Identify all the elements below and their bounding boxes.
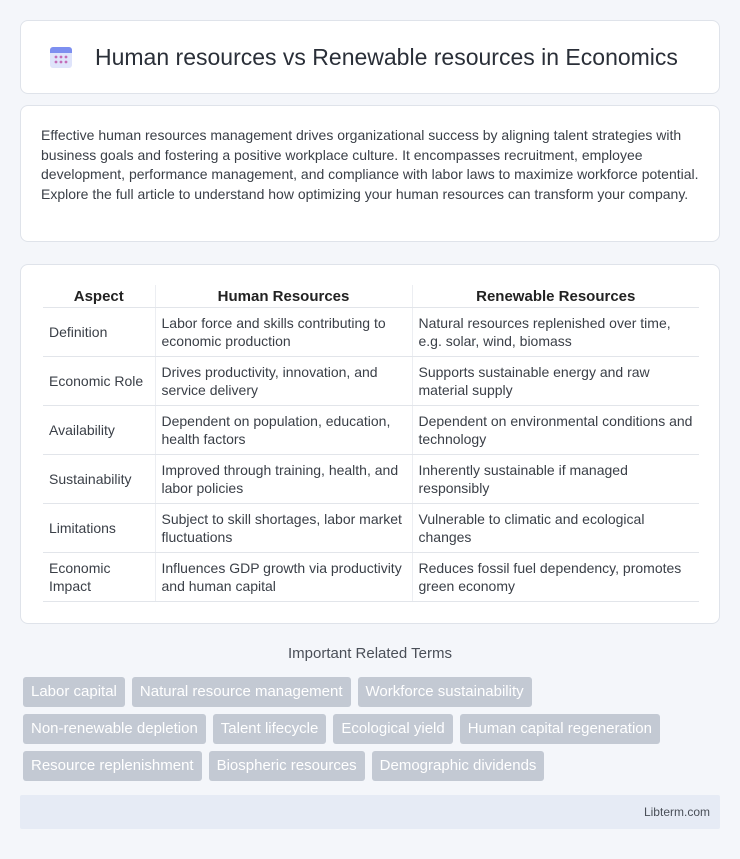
page-title: Human resources vs Renewable resources in Economics bbox=[95, 43, 678, 70]
renewable-resources-cell: Dependent on environmental conditions and technology bbox=[412, 405, 699, 454]
title-card bbox=[20, 20, 720, 94]
renewable-resources-cell: Inherently sustainable if managed responsibly bbox=[412, 454, 699, 503]
tag-link[interactable]: Ecological yield bbox=[333, 714, 452, 744]
renewable-resources-cell: Natural resources replenished over time, e.g. solar, wind, biomass bbox=[412, 307, 699, 356]
intro-card bbox=[20, 105, 720, 242]
renewable-resources-cell: Reduces fossil fuel dependency, promotes green economy bbox=[412, 552, 699, 601]
table-header-row bbox=[43, 285, 699, 307]
human-resources-cell: Improved through training, health, and labor policies bbox=[155, 454, 412, 503]
tag-link[interactable]: Talent lifecycle bbox=[213, 714, 327, 744]
table-row bbox=[43, 503, 699, 552]
tag-row bbox=[23, 677, 723, 707]
aspect-cell: Availability bbox=[43, 405, 155, 454]
comparison-table bbox=[43, 285, 699, 602]
table-row bbox=[43, 552, 699, 601]
tag-link[interactable]: Demographic dividends bbox=[372, 751, 545, 781]
table-row bbox=[43, 307, 699, 356]
human-resources-cell: Influences GDP growth via productivity and human capital bbox=[155, 552, 412, 601]
aspect-cell: Economic Impact bbox=[43, 552, 155, 601]
tag-row bbox=[23, 751, 723, 781]
header-aspect: Aspect bbox=[43, 285, 155, 307]
tag-link[interactable]: Natural resource management bbox=[132, 677, 351, 707]
tag-link[interactable]: Labor capital bbox=[23, 677, 125, 707]
renewable-resources-cell: Vulnerable to climatic and ecological changes bbox=[412, 503, 699, 552]
human-resources-cell: Subject to skill shortages, labor market fluctuations bbox=[155, 503, 412, 552]
related-terms bbox=[23, 677, 723, 788]
aspect-cell: Economic Role bbox=[43, 356, 155, 405]
footer-site-link[interactable]: Libterm.com bbox=[643, 805, 710, 819]
aspect-cell: Limitations bbox=[43, 503, 155, 552]
footer bbox=[20, 795, 720, 829]
human-resources-cell: Drives productivity, innovation, and service delivery bbox=[155, 356, 412, 405]
aspect-cell: Definition bbox=[43, 307, 155, 356]
tag-link[interactable]: Biospheric resources bbox=[209, 751, 365, 781]
human-resources-cell: Dependent on population, education, health factors bbox=[155, 405, 412, 454]
aspect-cell: Sustainability bbox=[43, 454, 155, 503]
tag-link[interactable]: Resource replenishment bbox=[23, 751, 202, 781]
header-human-resources: Human Resources bbox=[155, 285, 412, 307]
intro-paragraph: Effective human resources management drives organizational success by aligning talent strategies with business goals and fostering a positive workplace culture. It encompasses recruitment, employee development, performance management, and compliance with labor laws to maximize workforce potential. Explore the full article to understand how optimizing your human resources can transform your company. bbox=[41, 127, 699, 202]
tag-link[interactable]: Workforce sustainability bbox=[358, 677, 532, 707]
header-renewable-resources: Renewable Resources bbox=[412, 285, 699, 307]
human-resources-cell: Labor force and skills contributing to economic production bbox=[155, 307, 412, 356]
table-row bbox=[43, 454, 699, 503]
renewable-resources-cell: Supports sustainable energy and raw material supply bbox=[412, 356, 699, 405]
tag-link[interactable]: Non-renewable depletion bbox=[23, 714, 206, 744]
table-row bbox=[43, 405, 699, 454]
table-row bbox=[43, 356, 699, 405]
tag-row bbox=[23, 714, 723, 744]
calendar-icon bbox=[47, 43, 75, 71]
tag-link[interactable]: Human capital regeneration bbox=[460, 714, 660, 744]
comparison-table-card bbox=[20, 264, 720, 624]
related-terms-heading: Important Related Terms bbox=[288, 645, 452, 662]
